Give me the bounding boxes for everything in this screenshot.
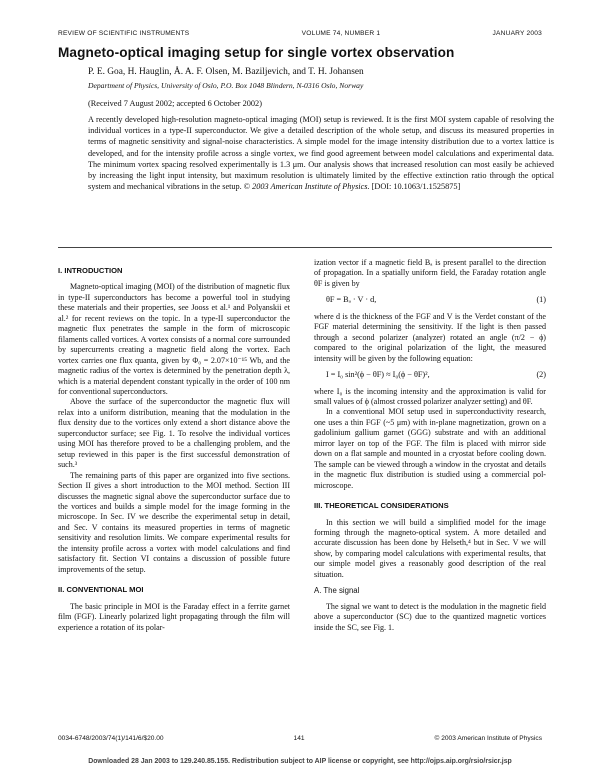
section-heading-conventional-moi: II. CONVENTIONAL MOI — [58, 585, 144, 595]
paper-title: Magneto-optical imaging setup for single vortex observation — [58, 45, 455, 60]
abstract — [88, 114, 554, 192]
journal-name: REVIEW OF SCIENTIFIC INSTRUMENTS — [58, 30, 190, 37]
paragraph: where d is the thickness of the FGF and V is the Verdet constant of the FGF material determining the sensitivity. If the light is then passed through a second polarizer (analyzer) rotated an angle (π/2 − ϕ) compared to the original polarization of the light, the measured intensity will be given by the following equation: — [314, 311, 546, 363]
issue-date: JANUARY 2003 — [492, 30, 542, 37]
footer-copyright: © 2003 American Institute of Physics — [434, 735, 542, 742]
download-notice: Downloaded 28 Jan 2003 to 129.240.85.155. Redistribution subject to AIP license or copyright, see http://ojps.aip.org/rsio/rsicr.jsp — [88, 758, 512, 765]
paragraph: The remaining parts of this paper are organized into five sections. Section II gives a short introduction to the MOI method. Section III discusses the magnetic signal above the superconductor surface due to the vortices and builds a simple model for the image forming in the microscope. In Sec. IV we describe the experimental setup in detail, and Sec. V contains its measured properties in terms of magnetic sensitivity and resolution limits. We compare experimental results for the intensity profile across a vortex with model calculations and find satisfactory fit. Section VI contains a discussion of possible future improvements of the setup. — [58, 470, 290, 574]
abstract-divider — [58, 247, 552, 248]
author-list: P. E. Goa, H. Hauglin, Å. A. F. Olsen, M. Baziljevich, and T. H. Johansen — [88, 67, 364, 77]
equation-body: θF = Bₐ · V · d, — [326, 295, 377, 305]
abstract-text: A recently developed high-resolution magneto-optical imaging (MOI) setup is reviewed. It is the first MOI system capable of resolving the individual vortices in a type-II superconductor. We give a detailed description of the whole setup, and discuss its measured properties in terms of magnetic sensitivity and signal-noise characteristics. A simple model for the image intensity distribution due to a vortex lattice is developed, and for the intensity profile across a single vortex, we find good agreement between model calculations and experimental data. The minimum vortex spacing resolved experimentally is 1.3 μm. Our analysis shows that increased resolution can most easily be achieved by increasing the light input intensity, but maximum resolution is ultimately limited by the effective extinction ratio through the optical system and mechanical vibrations in the setup. — [88, 115, 554, 192]
abstract-publisher: 2003 American Institute of Physics. — [252, 182, 370, 192]
right-column — [314, 258, 546, 633]
volume-number: VOLUME 74, NUMBER 1 — [301, 30, 381, 37]
paragraph: The signal we want to detect is the modulation in the magnetic field above a superconductor (SC) due to the quantized magnetic vortices inside the SC, see Fig. 1. — [314, 601, 546, 632]
doi-link[interactable]: [DOI: 10.1063/1.1525875] — [371, 182, 461, 192]
equation-number: (2) — [536, 370, 546, 380]
section-heading-theoretical: III. THEORETICAL CONSIDERATIONS — [314, 501, 449, 511]
paragraph: where I₀ is the incoming intensity and the approximation is valid for small values of ϕ (almost crossed polarizer analyzer setting) and θF. — [314, 386, 546, 406]
paragraph: In this section we will build a simplified model for the image forming through the magneto-optical system. A more detailed and accurate discussion has been done by Helseth,⁴ but in Sec. V we will show, by comparing model calculations with experimental results, that our simple model gives a reasonably good description of the real situation. — [314, 517, 546, 579]
copyright-symbol: © — [243, 182, 253, 192]
paragraph: ization vector if a magnetic field Bₐ is present parallel to the direction of propagation. In a spatially uniform field, the Faraday rotation angle θF is given by — [314, 258, 546, 288]
issn-code: 0034-6748/2003/74(1)/141/6/$20.00 — [58, 735, 164, 742]
running-head — [58, 30, 542, 37]
paragraph: Magneto-optical imaging (MOI) of the distribution of magnetic flux in type-II superconductors has become a powerful tool in studying these materials and their properties, see Jooss et al.¹ and Polyanskii et al.² for recent reviews on the topic. In a type-II superconductor the magnetic flux penetrates the sample in the form of microscopic filaments called vortices. A vortex consists of a normal core surrounded by supercurrents creating a magnetic field along the vortex. Each vortex carries one flux quanta, given by Φ₀ = 2.07×10⁻¹⁵ Wb, and the magnetic radius of the vortex is determined by the penetration depth λ, which is a material dependent constant typically in the order of 100 nm for conventional superconductors. — [58, 282, 290, 396]
received-dates: (Received 7 August 2002; accepted 6 October 2002) — [88, 99, 262, 108]
equation-number: (1) — [536, 295, 546, 305]
equation-body: I = I₀ sin²(ϕ − θF) ≈ I₀(ϕ − θF)², — [326, 370, 430, 380]
left-column — [58, 258, 290, 633]
paragraph: In a conventional MOI setup used in superconductivity research, one uses a thin FGF (~5 μm) with in-plane magnetization, grown on a gadolinium gallium garnet (GGG) substrate and with an additional mirror layer on top of the FGF. The film is placed with mirror side down on a flat sample and mounted in a cryostat before cooling down. The sample can be viewed through a window in the cryostat and details in the magnetic flux distribution is studied using a commercial pol-microscope. — [314, 407, 546, 490]
affiliation: Department of Physics, University of Oslo, P.O. Box 1048 Blindern, N-0316 Oslo, Norway — [88, 81, 364, 90]
subsection-heading-signal: A. The signal — [314, 586, 360, 596]
paragraph: The basic principle in MOI is the Faraday effect in a ferrite garnet film (FGF). Linearly polarized light propagating through the film will experience a rotation of its polar- — [58, 601, 290, 632]
section-heading-introduction: I. INTRODUCTION — [58, 266, 123, 275]
page-number: 141 — [293, 735, 305, 742]
page-footer — [58, 735, 542, 742]
paragraph: Above the surface of the superconductor the magnetic flux will relax into a uniform distribution, meaning that the modulation in the flux density due to the vortices only extend a short distance above the superconductor surface; see Fig. 1. To resolve the individual vortices using MOI has therefore proved to be a challenging problem, and the setup reviewed in this paper is the first successful demonstration of such.³ — [58, 397, 290, 470]
equation-1 — [314, 295, 546, 305]
equation-2 — [314, 370, 546, 380]
